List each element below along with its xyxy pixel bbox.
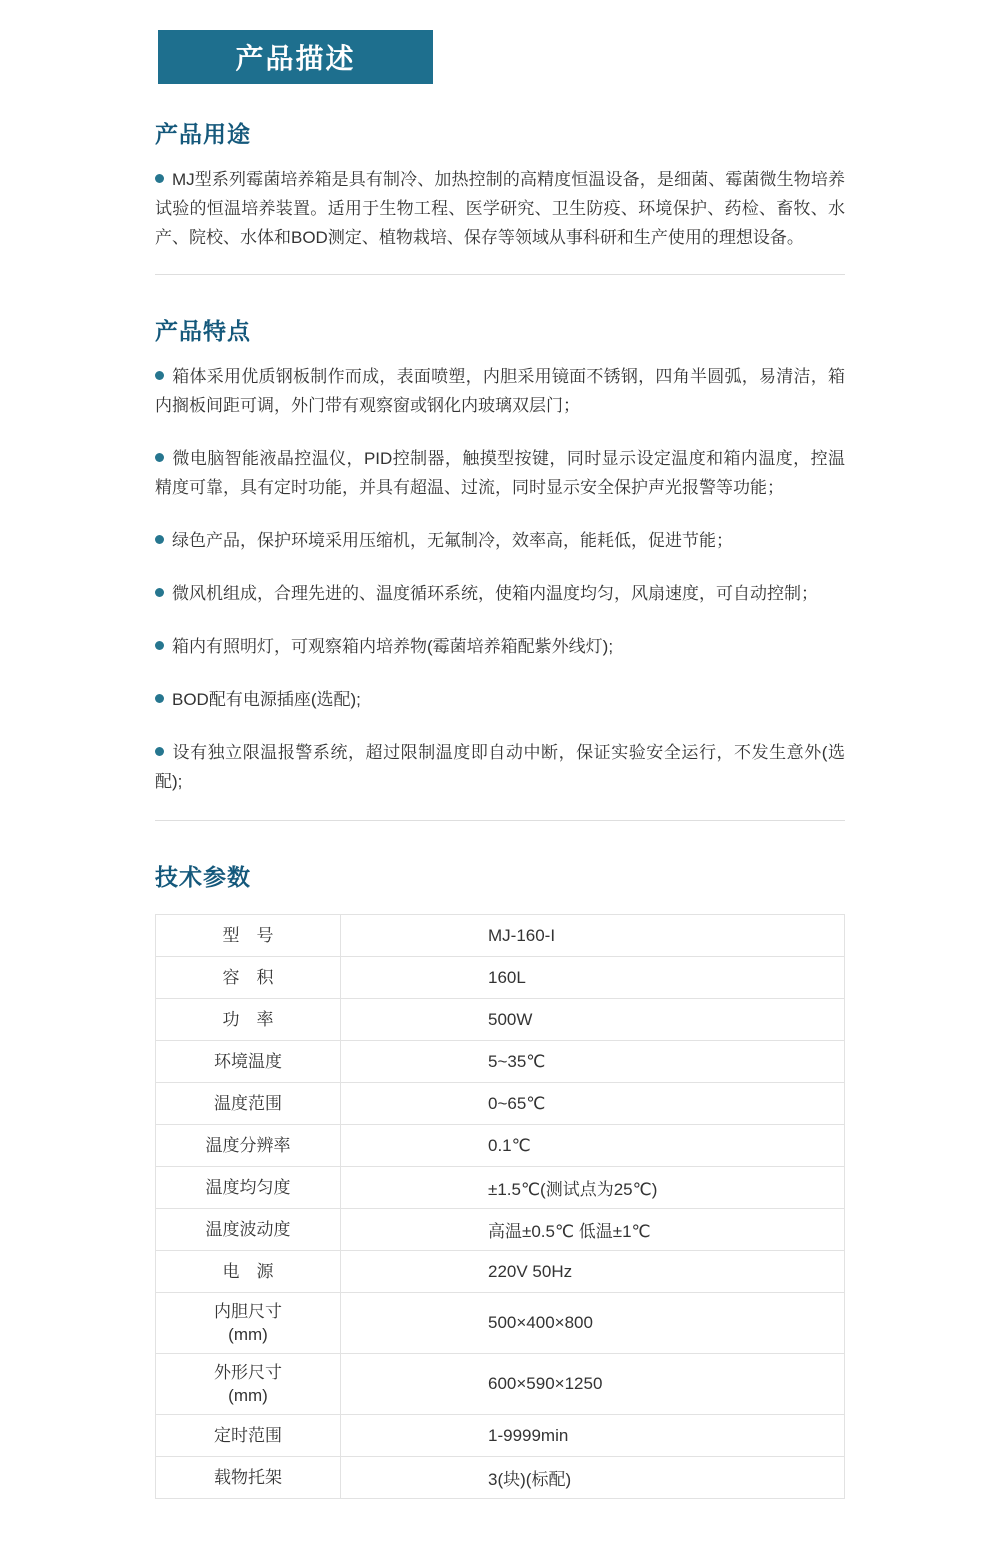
spec-label-text: 载物托架 [214, 1468, 282, 1487]
spec-row [156, 1354, 844, 1415]
bullet-dot-icon [155, 588, 164, 597]
bullet-dot-icon [155, 694, 164, 703]
bullet-text: 设有独立限温报警系统，超过限制温度即自动中断，保证实验安全运行，不发生意外(选配); [155, 743, 845, 791]
spec-label [156, 1083, 341, 1124]
spec-label-text: 电 源 [222, 1262, 274, 1281]
spec-value: 500W [488, 1009, 533, 1029]
spec-label-text: 外形尺寸 [214, 1363, 282, 1382]
spec-row [156, 1125, 844, 1167]
spec-label [156, 1167, 341, 1208]
bullet-text: 箱体采用优质钢板制作而成，表面喷塑，内胆采用镜面不锈钢，四角半圆弧，易清洁，箱内搁板间距可调，外门带有观察窗或钢化内玻璃双层门； [155, 367, 845, 415]
bullet-dot-icon [155, 371, 164, 380]
bullet-text: BOD配有电源插座(选配); [172, 690, 361, 709]
spec-label-text: 温度均匀度 [205, 1178, 291, 1197]
spec-value: 0.1℃ [488, 1135, 531, 1155]
spec-label-text: 定时范围 [214, 1426, 282, 1445]
bullet-text: 微风机组成，合理先进的、温度循环系统，使箱内温度均匀，风扇速度，可自动控制； [172, 584, 818, 603]
spec-value: 5~35℃ [488, 1051, 546, 1071]
spec-label [156, 999, 341, 1040]
spec-label [156, 1209, 341, 1250]
spec-label [156, 1041, 341, 1082]
spec-label-text: 环境温度 [214, 1052, 282, 1071]
bullet-item [155, 362, 845, 420]
spec-value: 500×400×800 [488, 1313, 593, 1332]
spec-value: 0~65℃ [488, 1093, 546, 1113]
spec-row [156, 999, 844, 1041]
spec-label-text: 温度分辨率 [205, 1136, 291, 1155]
spec-label [156, 1293, 341, 1353]
banner [158, 30, 433, 84]
spec-value: 600×590×1250 [488, 1374, 603, 1393]
page-content [155, 30, 845, 1499]
bullet-text: MJ型系列霉菌培养箱是具有制冷、加热控制的高精度恒温设备，是细菌、霉菌微生物培养试验的恒温培养装置。适用于生物工程、医学研究、卫生防疫、环境保护、药检、畜牧、水产、院校、水体和BOD测定、植物栽培、保存等领域从事科研和生产使用的理想设备。 [155, 170, 845, 247]
spec-label-unit: (mm) [228, 1386, 268, 1405]
section-divider [155, 820, 845, 821]
spec-label [156, 1415, 341, 1456]
section-heading-usage: 产品用途 [155, 121, 251, 147]
spec-label-text: 功 率 [222, 1010, 274, 1029]
spec-row [156, 1457, 844, 1498]
spec-label-text: 温度波动度 [205, 1220, 291, 1239]
spec-label-text: 温度范围 [214, 1094, 282, 1113]
bullet-dot-icon [155, 535, 164, 544]
spec-label-unit: (mm) [228, 1325, 268, 1344]
bullet-dot-icon [155, 174, 164, 183]
bullet-dot-icon [155, 453, 164, 462]
spec-row [156, 1251, 844, 1293]
spec-value: 160L [488, 967, 526, 987]
spec-label [156, 1354, 341, 1414]
bullet-dot-icon [155, 747, 164, 756]
features-list [155, 362, 845, 796]
bullet-item [155, 526, 845, 555]
bullet-item [155, 738, 845, 796]
spec-label [156, 1125, 341, 1166]
bullet-text: 微电脑智能液晶控温仪，PID控制器，触摸型按键，同时显示设定温度和箱内温度，控温精度可靠，具有定时功能，并具有超温、过流，同时显示安全保护声光报警等功能； [155, 449, 845, 497]
usage-list [155, 165, 845, 252]
section-divider [155, 274, 845, 275]
spec-label-text: 型 号 [222, 926, 274, 945]
spec-value: 高温±0.5℃ 低温±1℃ [488, 1222, 651, 1241]
spec-label-text: 容 积 [222, 968, 274, 987]
spec-row [156, 957, 844, 999]
spec-value: ±1.5℃(测试点为25℃) [488, 1180, 658, 1199]
spec-row [156, 1415, 844, 1457]
bullet-item [155, 165, 845, 252]
spec-value: 1-9999min [488, 1425, 569, 1445]
spec-label [156, 915, 341, 956]
bullet-text: 箱内有照明灯，可观察箱内培养物(霉菌培养箱配紫外线灯); [172, 637, 614, 656]
bullet-text: 绿色产品，保护环境采用压缩机，无氟制冷，效率高，能耗低，促进节能； [172, 531, 733, 550]
spec-label [156, 1251, 341, 1292]
spec-row [156, 1209, 844, 1251]
spec-label-text: 内胆尺寸 [214, 1302, 282, 1321]
bullet-dot-icon [155, 641, 164, 650]
specs-table [155, 914, 845, 1499]
spec-row [156, 1083, 844, 1125]
section-heading-specs: 技术参数 [155, 864, 251, 890]
spec-row [156, 1041, 844, 1083]
bullet-item [155, 632, 845, 661]
spec-row [156, 1167, 844, 1209]
bullet-item [155, 579, 845, 608]
spec-row [156, 1293, 844, 1354]
bullet-item [155, 685, 845, 714]
spec-label [156, 1457, 341, 1498]
spec-label [156, 957, 341, 998]
banner-title: 产品描述 [235, 43, 356, 74]
spec-value: 220V 50Hz [488, 1261, 573, 1281]
spec-row [156, 915, 844, 957]
bullet-item [155, 444, 845, 502]
spec-value: MJ-160-I [488, 925, 556, 945]
spec-value: 3(块)(标配) [488, 1470, 572, 1489]
section-heading-features: 产品特点 [155, 318, 251, 344]
